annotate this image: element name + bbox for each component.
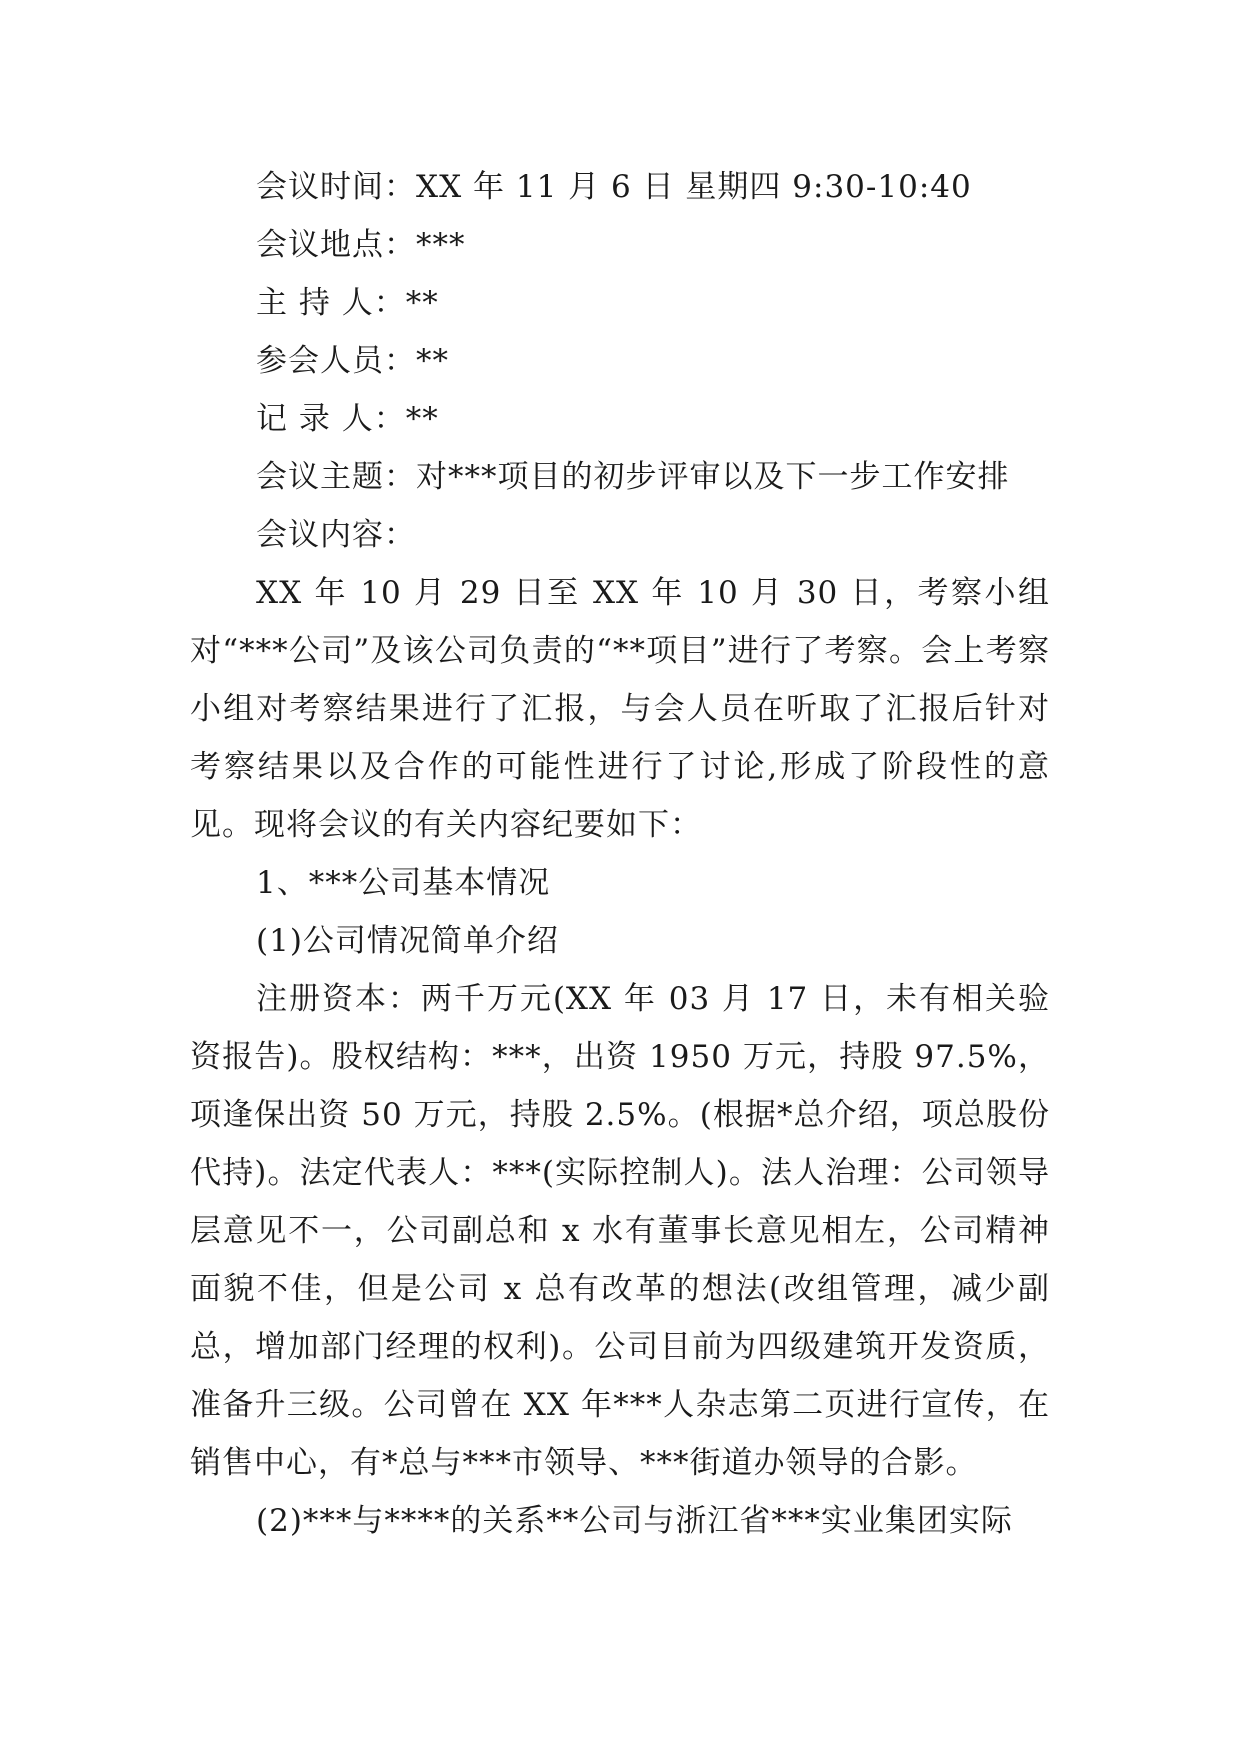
meeting-time: 会议时间：XX 年 11 月 6 日 星期四 9:30-10:40 (256, 169, 972, 205)
meeting-content-label: 会议内容： (256, 517, 416, 553)
meeting-topic: 会议主题：对***项目的初步评审以及下一步工作安排 (256, 459, 1010, 495)
company-overview-paragraph: 注册资本：两千万元(XX 年 03 月 17 日，未有相关验资报告)。股权结构：***，出资 1950 万元，持股 97.5%，项逢保出资 50 万元，持股 2.5%。(根据*总介绍，项总股份代持)。法定代表人：***(实际控制人)。法人治理：公司领导层意见不一，公司副总和 x 水有董事长意见相左，公司精神面貌不佳，但是公司 x 总有改革的想法(改组管理，减少副总，增加部门经理的权利)。公司目前为四级建筑开发资质，准备升三级。公司曾在 XX 年***人杂志第二页进行宣传，在销售中心，有*总与***市领导、***街道办领导的合影。 (190, 981, 1050, 1481)
meeting-recorder: 记 录 人：** (256, 401, 439, 437)
section-1-subheading-1: (1)公司情况简单介绍 (256, 923, 559, 959)
document-body (190, 158, 1050, 1550)
meeting-location: 会议地点：*** (256, 227, 466, 263)
intro-paragraph: XX 年 10 月 29 日至 XX 年 10 月 30 日，考察小组对“***公司”及该公司负责的“**项目”进行了考察。会上考察小组对考察结果进行了汇报，与会人员在听取了汇报后针对考察结果以及合作的可能性进行了讨论,形成了阶段性的意见。现将会议的有关内容纪要如下： (190, 575, 1050, 843)
section-1-subheading-2: (2)***与****的关系**公司与浙江省***实业集团实际 (256, 1503, 1013, 1539)
meeting-attendees: 参会人员：** (256, 343, 449, 379)
section-1-heading: 1、***公司基本情况 (256, 865, 551, 901)
meeting-host: 主 持 人：** (256, 285, 439, 321)
